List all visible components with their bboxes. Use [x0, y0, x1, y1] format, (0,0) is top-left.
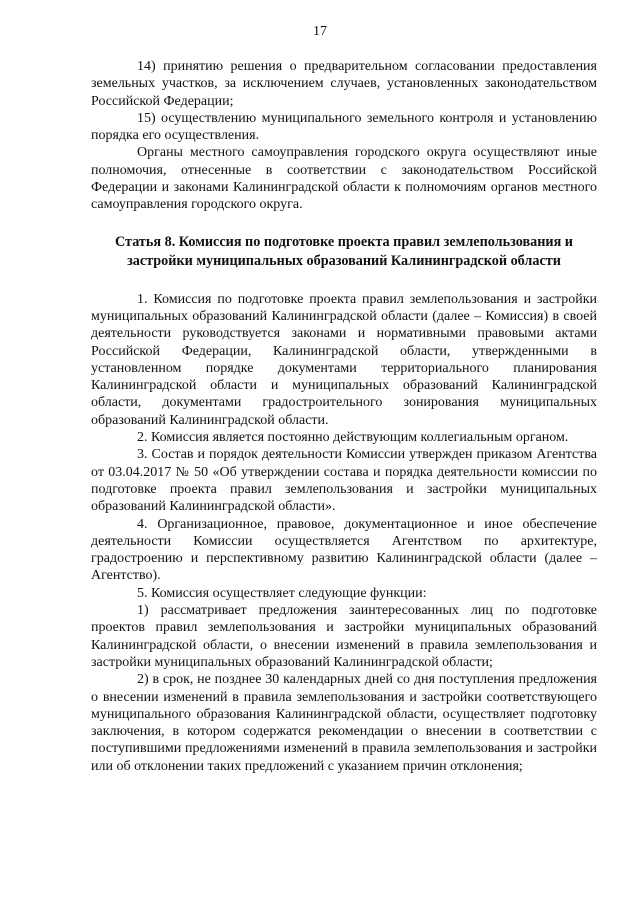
paragraph-clause-5: 5. Комиссия осуществляет следующие функции: [137, 585, 427, 601]
article-heading [91, 233, 597, 271]
article-heading-line-1: Статья 8. Комиссия по подготовке проекта правил землепользования и [115, 233, 573, 250]
document-body [91, 58, 597, 775]
paragraph-clause-3: 3. Состав и порядок деятельности Комиссии утвержден приказом Агентства от 03.04.2017 № 50 «Об утверждении состава и порядка деятельности комиссии по подготовке проекта правил землепользования и застройки муниципальных образований Калининградской области». [91, 447, 597, 515]
paragraph-clause-4: 4. Организационное, правовое, документационное и иное обеспечение деятельности Комиссии осуществляется Агентством по архитектуре, градостроению и перспективному развитию Калининградской области (далее – Агентство). [91, 516, 597, 584]
paragraph-local-powers: Органы местного самоуправления городского округа осуществляют иные полномочия, отнесенные в соответствии с законодательством Российской Федерации и законами Калининградской области к полномочиям органов местного самоуправления городского округа. [91, 145, 597, 213]
paragraph-function-1: 1) рассматривает предложения заинтересованных лиц по подготовке проектов правил землепользования и застройки муниципальных образований Калининградской области, о внесении изменений в правила землепользования и застройки муниципальных образований Калининградской области; [91, 603, 597, 670]
paragraph-function-2: 2) в срок, не позднее 30 календарных дней со дня поступления предложения о внесении изменений в правила землепользования и застройки соответствующего муниципального образования Калининградской области, осуществляет подготовку заключения, в котором содержатся рекомендации о внесении в соответствии с поступившими предложениями изменений в правила землепользования и застройки или об отклонении таких предложений с указанием причин отклонения; [91, 672, 597, 774]
paragraph-item-14: 14) принятию решения о предварительном согласовании предоставления земельных участков, за исключением случаев, установленных законодательством Российской Федерации; [91, 59, 597, 109]
paragraph-clause-2: 2. Комиссия является постоянно действующим коллегиальным органом. [137, 430, 569, 446]
paragraph-clause-1: 1. Комиссия по подготовке проекта правил землепользования и застройки муниципальных образований Калининградской области (далее – Комиссия) в своей деятельности руководствуется законами и нормативными правовыми актами Российской Федерации, Калининградской области, утвержденными в установленном порядке документами территориального планирования Калининградской области и муниципальных образований Калининградской области, документами градостроительного зонирования муниципальных образований Калининградской области. [91, 291, 597, 428]
paragraph-item-15: 15) осуществлению муниципального земельного контроля и установлению порядка его осуществления. [91, 110, 597, 144]
article-heading-line-2: застройки муниципальных образований Калининградской области [127, 252, 561, 269]
page-number: 17 [313, 24, 327, 39]
